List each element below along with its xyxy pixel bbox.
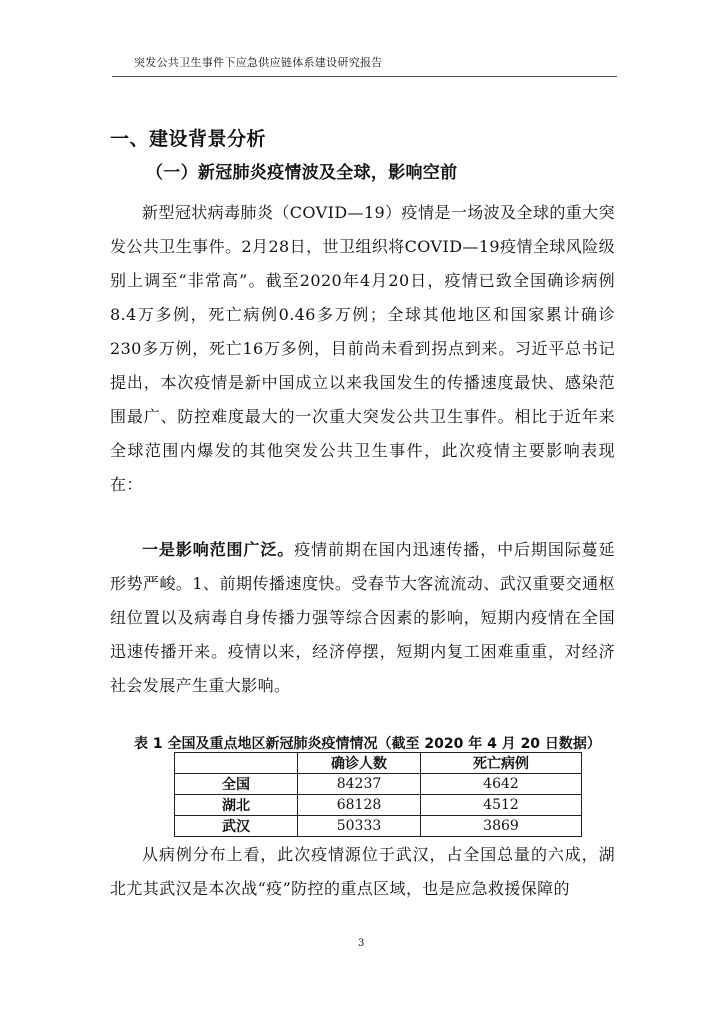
table-cell: 84237: [298, 774, 421, 795]
subsection-heading: （一）新冠肺炎疫情波及全球，影响空前: [146, 163, 458, 183]
paragraph-background: 新型冠状病毒肺炎（COVID—19）疫情是一场波及全球的重大突发公共卫生事件。2月28日，世卫组织将COVID—19疫情全球风险级别上调至“非常高”。截至2020年4月20日，疫情已致全国确诊病例8.4万多例，死亡病例0.46多万例；全球其他地区和国家累计确诊230多万例，死亡16万多例，目前尚未看到拐点到来。习近平总书记提出，本次疫情是新中国成立以来我国发生的传播速度最快、感染范围最广、防控难度最大的一次重大突发公共卫生事件。相比于近年来全球范围内爆发的其他突发公共卫生事件，此次疫情主要影响表现在：: [110, 203, 615, 494]
section-heading: 一、建设背景分析: [110, 128, 267, 150]
table-row: [175, 795, 582, 816]
running-header: 突发公共卫生事件下应急供应链体系建设研究报告: [134, 56, 383, 69]
page-number: 3: [358, 938, 365, 949]
table-cell: 68128: [298, 795, 421, 816]
paragraph-impact-scope: [110, 533, 615, 703]
table-caption: 表 1 全国及重点地区新冠肺炎疫情情况（截至 2020 年 4 月 20 日数据）: [134, 736, 601, 752]
table-header-cell: 死亡病例: [421, 753, 582, 774]
table-cell: 4642: [421, 774, 582, 795]
table-header-cell: 确诊人数: [298, 753, 421, 774]
table-header-row: [175, 753, 582, 774]
table-row-label: 湖北: [175, 795, 298, 816]
paragraph-lead-phrase: 一是影响范围广泛。: [142, 540, 295, 559]
table-row: [175, 816, 582, 837]
table-row-label: 全国: [175, 774, 298, 795]
table-row-label: 武汉: [175, 816, 298, 837]
table-cell: 50333: [298, 816, 421, 837]
table-header-cell: [175, 753, 298, 774]
paragraph-impact-body: 疫情前期在国内迅速传播，中后期国际蔓延形势严峻。1、前期传播速度快。受春节大客流流动、武汉重要交通枢纽位置以及病毒自身传播力强等综合因素的影响，短期内疫情在全国迅速传播开来。疫情以来，经济停摆，短期内复工困难重重，对经济社会发展产生重大影响。: [110, 540, 615, 695]
epidemic-data-table: [174, 752, 582, 837]
table-cell: 3869: [421, 816, 582, 837]
table-row: [175, 774, 582, 795]
table-cell: 4512: [421, 795, 582, 816]
paragraph-case-distribution: 从病例分布上看，此次疫情源位于武汉，占全国总量的六成，湖北尤其武汉是本次战“疫”防控的重点区域，也是应急救援保障的: [110, 845, 615, 898]
header-divider: [112, 76, 617, 77]
